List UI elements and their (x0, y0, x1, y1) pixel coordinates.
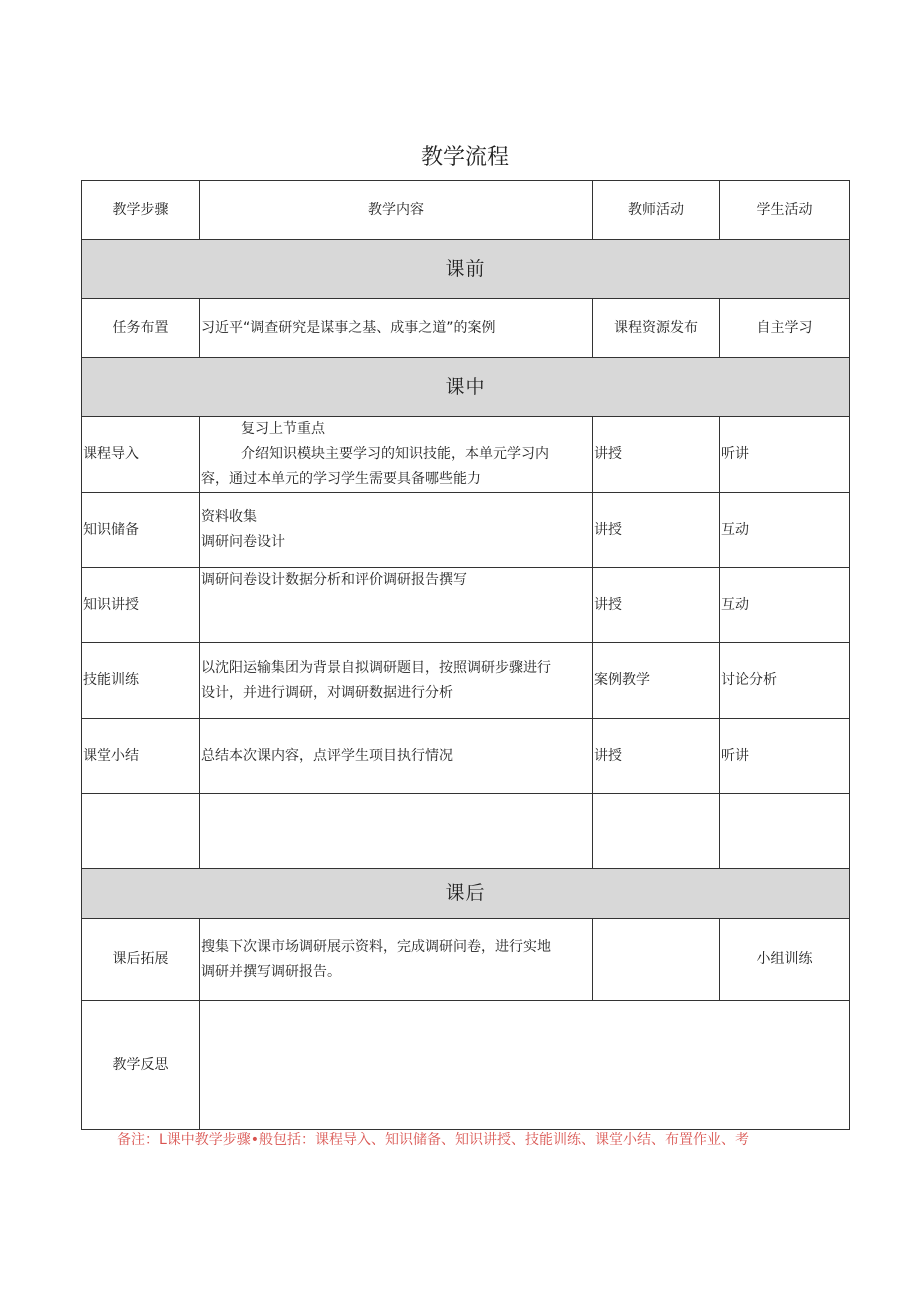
student-cell: 听讲 (720, 719, 850, 794)
page-title: 教学流程 (420, 145, 509, 170)
step-cell: 知识讲授 (82, 568, 200, 643)
student-cell: 互动 (720, 568, 850, 643)
step-cell: 技能训练 (82, 643, 200, 719)
reflection-content (200, 1001, 850, 1130)
teacher-cell: 案例教学 (593, 643, 720, 719)
teacher-cell: 讲授 (593, 568, 720, 643)
section-before-row (82, 240, 850, 299)
teacher-cell: 课程资源发布 (593, 299, 720, 358)
table-row (82, 568, 850, 643)
reflection-row (82, 1001, 850, 1130)
content-cell: 调研问卷设计数据分析和评价调研报告撰写 (200, 568, 593, 643)
content-line: 复习上节重点 (241, 421, 325, 437)
content-cell: 总结本次课内容，点评学生项目执行情况 (200, 719, 593, 794)
content-cell (200, 417, 593, 493)
empty-cell (82, 794, 200, 869)
student-cell: 自主学习 (720, 299, 850, 358)
teacher-cell: 讲授 (593, 417, 720, 493)
student-cell: 讨论分析 (720, 643, 850, 719)
empty-cell (200, 794, 593, 869)
content-line: 以沈阳运输集团为背景自拟调研题目，按照调研步骤进行 (201, 659, 551, 676)
table-header-row (82, 181, 850, 240)
table-row (82, 919, 850, 1001)
header-content: 教学内容 (200, 181, 593, 240)
section-during-label: 课中 (82, 358, 850, 417)
header-student: 学生活动 (720, 181, 850, 240)
content-line: 搜集下次课市场调研展示资料，完成调研问卷，进行实地 (201, 938, 551, 955)
step-cell: 课后拓展 (82, 919, 200, 1001)
header-teacher: 教师活动 (593, 181, 720, 240)
content-cell: 习近平“调查研究是谋事之基、成事之道”的案例 (200, 299, 593, 358)
content-line: 容，通过本单元的学习学生需要具备哪些能力 (201, 471, 481, 487)
reflection-label: 教学反思 (82, 1001, 200, 1130)
empty-cell (720, 794, 850, 869)
table-row (82, 643, 850, 719)
header-step: 教学步骤 (82, 181, 200, 240)
step-cell: 课程导入 (82, 417, 200, 493)
student-cell: 互动 (720, 493, 850, 568)
content-line: 介绍知识模块主要学习的知识技能，本单元学习内 (241, 446, 549, 462)
content-cell (200, 493, 593, 568)
student-cell: 听讲 (720, 417, 850, 493)
content-line: 资料收集 (201, 509, 257, 525)
teacher-cell: 讲授 (593, 719, 720, 794)
teaching-flow-table (81, 180, 850, 1130)
content-cell (200, 919, 593, 1001)
table-row (82, 493, 850, 568)
content-line: 调研问卷设计 (201, 534, 285, 550)
teacher-cell: 讲授 (593, 493, 720, 568)
section-after-row (82, 869, 850, 919)
content-cell (200, 643, 593, 719)
step-cell: 课堂小结 (82, 719, 200, 794)
section-before-label: 课前 (82, 240, 850, 299)
footnote: 备注：L课中教学步骤•般包括：课程导入、知识储备、知识讲授、技能训练、课堂小结、布置作业、考 (117, 1132, 750, 1148)
table-row (82, 417, 850, 493)
step-cell: 任务布置 (82, 299, 200, 358)
content-line: 调研并撰写调研报告。 (201, 963, 341, 980)
content-line: 设计，并进行调研，对调研数据进行分析 (201, 684, 453, 701)
table-row (82, 719, 850, 794)
empty-cell (593, 794, 720, 869)
teacher-cell (593, 919, 720, 1001)
step-cell: 知识储备 (82, 493, 200, 568)
student-cell: 小组训练 (720, 919, 850, 1001)
table-row (82, 299, 850, 358)
section-after-label: 课后 (82, 869, 850, 919)
section-during-row (82, 358, 850, 417)
table-row-empty (82, 794, 850, 869)
